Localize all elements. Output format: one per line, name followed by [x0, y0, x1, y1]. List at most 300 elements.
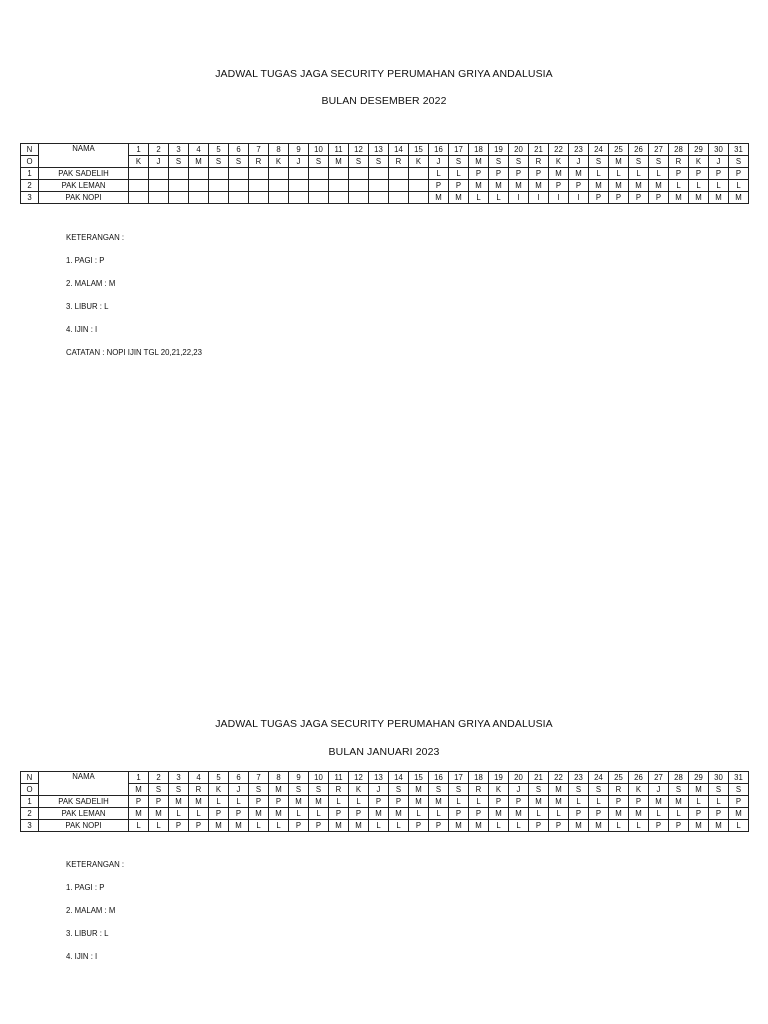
weekday-initial: S — [489, 156, 509, 168]
shift-cell: M — [549, 168, 569, 180]
day-number: 5 — [209, 772, 229, 784]
shift-cell: M — [589, 820, 609, 832]
shift-cell: P — [289, 820, 309, 832]
shift-cell: M — [649, 180, 669, 192]
shift-cell: I — [529, 192, 549, 204]
shift-cell: M — [249, 808, 269, 820]
day-number: 31 — [729, 772, 749, 784]
day-number: 19 — [489, 144, 509, 156]
shift-cell: M — [669, 796, 689, 808]
shift-cell: P — [129, 796, 149, 808]
weekday-initial: J — [429, 156, 449, 168]
header-name: NAMA — [39, 144, 129, 168]
shift-cell: L — [409, 808, 429, 820]
day-number: 16 — [429, 144, 449, 156]
shift-cell: L — [649, 168, 669, 180]
shift-cell: L — [709, 180, 729, 192]
shift-cell: M — [649, 796, 669, 808]
shift-cell: M — [129, 808, 149, 820]
guard-name: PAK SADELIH — [39, 168, 129, 180]
shift-cell: L — [169, 808, 189, 820]
shift-cell: L — [669, 180, 689, 192]
day-number: 31 — [729, 144, 749, 156]
shift-cell: M — [449, 192, 469, 204]
shift-cell: M — [529, 180, 549, 192]
shift-cell: M — [429, 192, 449, 204]
shift-cell: M — [349, 820, 369, 832]
row-number: 2 — [21, 808, 39, 820]
day-number: 20 — [509, 772, 529, 784]
shift-cell: P — [469, 808, 489, 820]
schedule-table — [20, 771, 749, 832]
day-number: 11 — [329, 772, 349, 784]
shift-cell: P — [449, 180, 469, 192]
day-number: 25 — [609, 144, 629, 156]
shift-cell: M — [509, 180, 529, 192]
weekday-initial: J — [649, 784, 669, 796]
shift-cell: L — [209, 796, 229, 808]
weekday-initial: J — [709, 156, 729, 168]
day-number: 26 — [629, 772, 649, 784]
shift-cell: P — [569, 808, 589, 820]
shift-cell: P — [369, 796, 389, 808]
day-number: 21 — [529, 144, 549, 156]
weekday-initial: S — [509, 156, 529, 168]
weekday-initial: S — [629, 156, 649, 168]
shift-cell: P — [389, 796, 409, 808]
note-line: CATATAN : NOPI IJIN TGL 20,21,22,23 — [66, 348, 202, 357]
weekday-initial: S — [169, 784, 189, 796]
shift-cell: L — [629, 168, 649, 180]
shift-cell: L — [429, 168, 449, 180]
weekday-initial: K — [269, 156, 289, 168]
day-number: 29 — [689, 144, 709, 156]
day-number: 30 — [709, 144, 729, 156]
day-number: 7 — [249, 772, 269, 784]
shift-cell: M — [209, 820, 229, 832]
weekday-initial: S — [289, 784, 309, 796]
weekday-initial: M — [269, 784, 289, 796]
shift-cell: P — [729, 796, 749, 808]
shift-cell: L — [589, 168, 609, 180]
shift-cell: P — [709, 168, 729, 180]
day-number: 6 — [229, 772, 249, 784]
guard-name: PAK LEMAN — [39, 808, 129, 820]
shift-cell: P — [469, 168, 489, 180]
weekday-initial: M — [689, 784, 709, 796]
shift-cell: L — [229, 796, 249, 808]
day-number: 24 — [589, 144, 609, 156]
shift-cell: L — [389, 820, 409, 832]
weekday-initial: M — [129, 784, 149, 796]
day-number: 22 — [549, 144, 569, 156]
weekday-initial: S — [249, 784, 269, 796]
row-number: 3 — [21, 192, 39, 204]
shift-cell: P — [169, 820, 189, 832]
shift-cell: L — [369, 820, 389, 832]
guard-name: PAK SADELIH — [39, 796, 129, 808]
shift-cell: M — [709, 192, 729, 204]
day-number: 18 — [469, 772, 489, 784]
row-number: 3 — [21, 820, 39, 832]
weekday-initial: S — [449, 156, 469, 168]
shift-cell: L — [469, 796, 489, 808]
weekday-initial: S — [729, 156, 749, 168]
weekday-initial: S — [709, 784, 729, 796]
weekday-initial: K — [689, 156, 709, 168]
day-number: 7 — [249, 144, 269, 156]
day-number: 11 — [329, 144, 349, 156]
shift-cell: M — [709, 820, 729, 832]
shift-cell: M — [469, 820, 489, 832]
day-number: 30 — [709, 772, 729, 784]
shift-cell: M — [669, 192, 689, 204]
weekday-initial: R — [609, 784, 629, 796]
shift-cell: P — [549, 820, 569, 832]
shift-cell: L — [549, 808, 569, 820]
note-line: 4. IJIN : I — [66, 325, 98, 334]
shift-cell: L — [329, 796, 349, 808]
header-row-weekdays — [21, 784, 749, 796]
note-line: 1. PAGI : P — [66, 256, 105, 265]
shift-cell: L — [449, 796, 469, 808]
shift-cell: M — [529, 796, 549, 808]
weekday-initial: M — [609, 156, 629, 168]
shift-cell: P — [689, 808, 709, 820]
day-number: 24 — [589, 772, 609, 784]
shift-cell: M — [689, 192, 709, 204]
weekday-initial: S — [429, 784, 449, 796]
shift-cell: L — [489, 820, 509, 832]
shift-cell: M — [729, 808, 749, 820]
day-number: 3 — [169, 772, 189, 784]
weekday-initial: S — [229, 156, 249, 168]
shift-cell: P — [309, 820, 329, 832]
shift-cell: M — [169, 796, 189, 808]
shift-cell: L — [189, 808, 209, 820]
day-number: 13 — [369, 772, 389, 784]
shift-cell: I — [509, 192, 529, 204]
shift-cell: L — [489, 192, 509, 204]
shift-cell: P — [269, 796, 289, 808]
shift-cell: I — [569, 192, 589, 204]
day-number: 23 — [569, 772, 589, 784]
shift-cell: M — [469, 180, 489, 192]
weekday-initial: S — [589, 784, 609, 796]
shift-cell: M — [569, 168, 589, 180]
day-number: 1 — [129, 144, 149, 156]
day-number: 20 — [509, 144, 529, 156]
shift-cell: M — [309, 796, 329, 808]
shift-cell: L — [309, 808, 329, 820]
shift-cell: L — [709, 796, 729, 808]
day-number: 28 — [669, 144, 689, 156]
shift-cell: P — [629, 796, 649, 808]
shift-cell: M — [729, 192, 749, 204]
shift-cell: M — [449, 820, 469, 832]
day-number: 23 — [569, 144, 589, 156]
weekday-initial: K — [349, 784, 369, 796]
day-number: 10 — [309, 144, 329, 156]
day-number: 6 — [229, 144, 249, 156]
day-number: 15 — [409, 144, 429, 156]
day-number: 14 — [389, 144, 409, 156]
weekday-initial: S — [349, 156, 369, 168]
shift-cell: P — [609, 796, 629, 808]
shift-cell: P — [189, 820, 209, 832]
table-row — [21, 820, 749, 832]
day-number: 2 — [149, 772, 169, 784]
shift-cell: P — [209, 808, 229, 820]
shift-cell: P — [649, 820, 669, 832]
shift-cell: P — [329, 808, 349, 820]
shift-cell: M — [429, 796, 449, 808]
shift-cell: P — [509, 168, 529, 180]
shift-cell: L — [129, 820, 149, 832]
weekday-initial: S — [729, 784, 749, 796]
shift-cell: M — [489, 180, 509, 192]
header-no: N — [21, 772, 39, 784]
day-number: 16 — [429, 772, 449, 784]
day-number: 13 — [369, 144, 389, 156]
weekday-initial: S — [589, 156, 609, 168]
shift-cell: L — [589, 796, 609, 808]
day-number: 9 — [289, 772, 309, 784]
weekday-initial: S — [149, 784, 169, 796]
day-number: 14 — [389, 772, 409, 784]
weekday-initial: S — [169, 156, 189, 168]
day-number: 2 — [149, 144, 169, 156]
shift-cell: M — [269, 808, 289, 820]
table-row — [21, 808, 749, 820]
document-subtitle: BULAN DESEMBER 2022 — [321, 95, 447, 107]
shift-cell: L — [729, 820, 749, 832]
shift-cell: L — [429, 808, 449, 820]
shift-cell: L — [249, 820, 269, 832]
weekday-initial: K — [549, 156, 569, 168]
day-number: 4 — [189, 772, 209, 784]
shift-cell: P — [609, 192, 629, 204]
day-number: 10 — [309, 772, 329, 784]
day-number: 3 — [169, 144, 189, 156]
shift-cell: L — [449, 168, 469, 180]
weekday-initial: S — [309, 784, 329, 796]
shift-cell: M — [549, 796, 569, 808]
note-line: 3. LIBUR : L — [66, 929, 109, 938]
weekday-initial: M — [189, 156, 209, 168]
shift-cell: M — [509, 808, 529, 820]
day-number: 15 — [409, 772, 429, 784]
day-number: 25 — [609, 772, 629, 784]
weekday-initial: S — [649, 156, 669, 168]
shift-cell: P — [349, 808, 369, 820]
weekday-initial: K — [409, 156, 429, 168]
weekday-initial: M — [549, 784, 569, 796]
day-number: 1 — [129, 772, 149, 784]
weekday-initial: J — [229, 784, 249, 796]
shift-cell: M — [489, 808, 509, 820]
weekday-initial: S — [449, 784, 469, 796]
weekday-initial: M — [409, 784, 429, 796]
shift-cell: I — [549, 192, 569, 204]
day-number: 8 — [269, 144, 289, 156]
shift-cell: M — [389, 808, 409, 820]
weekday-initial: R — [329, 784, 349, 796]
shift-cell: P — [709, 808, 729, 820]
day-number: 12 — [349, 144, 369, 156]
shift-cell: P — [409, 820, 429, 832]
shift-cell: P — [729, 168, 749, 180]
shift-cell: L — [289, 808, 309, 820]
shift-cell: P — [629, 192, 649, 204]
shift-cell: L — [149, 820, 169, 832]
note-line: KETERANGAN : — [66, 860, 125, 869]
shift-cell: M — [609, 180, 629, 192]
shift-cell: M — [629, 808, 649, 820]
shift-cell: M — [189, 796, 209, 808]
note-line: 1. PAGI : P — [66, 883, 105, 892]
day-number: 17 — [449, 772, 469, 784]
weekday-initial: S — [309, 156, 329, 168]
shift-cell: M — [329, 820, 349, 832]
header-name: NAMA — [39, 772, 129, 796]
weekday-initial: K — [629, 784, 649, 796]
document-title: JADWAL TUGAS JAGA SECURITY PERUMAHAN GRIYA ANDALUSIA — [215, 68, 553, 80]
note-line: KETERANGAN : — [66, 233, 125, 242]
shift-cell: L — [669, 808, 689, 820]
shift-cell: L — [729, 180, 749, 192]
shift-cell: P — [529, 820, 549, 832]
day-number: 8 — [269, 772, 289, 784]
weekday-initial: S — [529, 784, 549, 796]
shift-cell: M — [629, 180, 649, 192]
weekday-initial: J — [289, 156, 309, 168]
shift-cell: P — [509, 796, 529, 808]
shift-cell: M — [369, 808, 389, 820]
shift-cell: M — [569, 820, 589, 832]
document-subtitle: BULAN JANUARI 2023 — [328, 746, 440, 758]
day-number: 9 — [289, 144, 309, 156]
day-number: 19 — [489, 772, 509, 784]
weekday-initial: K — [209, 784, 229, 796]
shift-cell: L — [469, 192, 489, 204]
shift-cell: P — [589, 808, 609, 820]
shift-cell: M — [149, 808, 169, 820]
day-number: 26 — [629, 144, 649, 156]
weekday-initial: R — [189, 784, 209, 796]
weekday-initial: S — [209, 156, 229, 168]
shift-cell: P — [549, 180, 569, 192]
shift-cell: M — [229, 820, 249, 832]
weekday-initial: K — [129, 156, 149, 168]
shift-cell: P — [149, 796, 169, 808]
day-number: 28 — [669, 772, 689, 784]
shift-cell: L — [609, 820, 629, 832]
shift-cell: P — [589, 192, 609, 204]
shift-cell: L — [349, 796, 369, 808]
row-number: 1 — [21, 796, 39, 808]
header-no: O — [21, 784, 39, 796]
shift-cell: P — [529, 168, 549, 180]
table-row — [21, 796, 749, 808]
shift-cell: M — [589, 180, 609, 192]
row-number: 2 — [21, 180, 39, 192]
day-number: 5 — [209, 144, 229, 156]
header-row-days — [21, 772, 749, 784]
weekday-initial: R — [469, 784, 489, 796]
shift-cell: L — [609, 168, 629, 180]
day-number: 17 — [449, 144, 469, 156]
day-number: 27 — [649, 772, 669, 784]
shift-cell: L — [629, 820, 649, 832]
shift-cell: P — [249, 796, 269, 808]
shift-cell: P — [229, 808, 249, 820]
weekday-initial: S — [389, 784, 409, 796]
shift-cell: P — [429, 180, 449, 192]
weekday-initial: S — [369, 156, 389, 168]
day-number: 27 — [649, 144, 669, 156]
day-number: 18 — [469, 144, 489, 156]
weekday-initial: R — [669, 156, 689, 168]
weekday-initial: J — [369, 784, 389, 796]
header-no: N — [21, 144, 39, 156]
shift-cell: L — [649, 808, 669, 820]
weekday-initial: S — [569, 784, 589, 796]
weekday-initial: M — [329, 156, 349, 168]
guard-name: PAK LEMAN — [39, 180, 129, 192]
weekday-initial: R — [249, 156, 269, 168]
guard-name: PAK NOPI — [39, 192, 129, 204]
weekday-initial: K — [489, 784, 509, 796]
shift-cell: P — [449, 808, 469, 820]
shift-cell: L — [529, 808, 549, 820]
day-number: 22 — [549, 772, 569, 784]
shift-cell: P — [669, 820, 689, 832]
shift-cell: M — [409, 796, 429, 808]
guard-name: PAK NOPI — [39, 820, 129, 832]
shift-cell: P — [429, 820, 449, 832]
shift-cell: P — [689, 168, 709, 180]
note-line: 2. MALAM : M — [66, 279, 116, 288]
day-number: 4 — [189, 144, 209, 156]
shift-cell: P — [489, 168, 509, 180]
weekday-initial: J — [509, 784, 529, 796]
shift-cell: P — [669, 168, 689, 180]
day-number: 12 — [349, 772, 369, 784]
note-line: 4. IJIN : I — [66, 952, 98, 961]
shift-cell: M — [689, 820, 709, 832]
shift-cell: L — [689, 180, 709, 192]
shift-cell: P — [649, 192, 669, 204]
weekday-initial: J — [149, 156, 169, 168]
document-title: JADWAL TUGAS JAGA SECURITY PERUMAHAN GRIYA ANDALUSIA — [215, 718, 553, 730]
shift-cell: L — [269, 820, 289, 832]
day-number: 29 — [689, 772, 709, 784]
weekday-initial: S — [669, 784, 689, 796]
shift-cell: L — [509, 820, 529, 832]
weekday-initial: R — [389, 156, 409, 168]
shift-cell: L — [569, 796, 589, 808]
header-no: O — [21, 156, 39, 168]
shift-cell: P — [489, 796, 509, 808]
weekday-initial: J — [569, 156, 589, 168]
shift-cell: M — [289, 796, 309, 808]
weekday-initial: M — [469, 156, 489, 168]
shift-cell: M — [609, 808, 629, 820]
shift-cell: L — [689, 796, 709, 808]
day-number: 21 — [529, 772, 549, 784]
note-line: 3. LIBUR : L — [66, 302, 109, 311]
